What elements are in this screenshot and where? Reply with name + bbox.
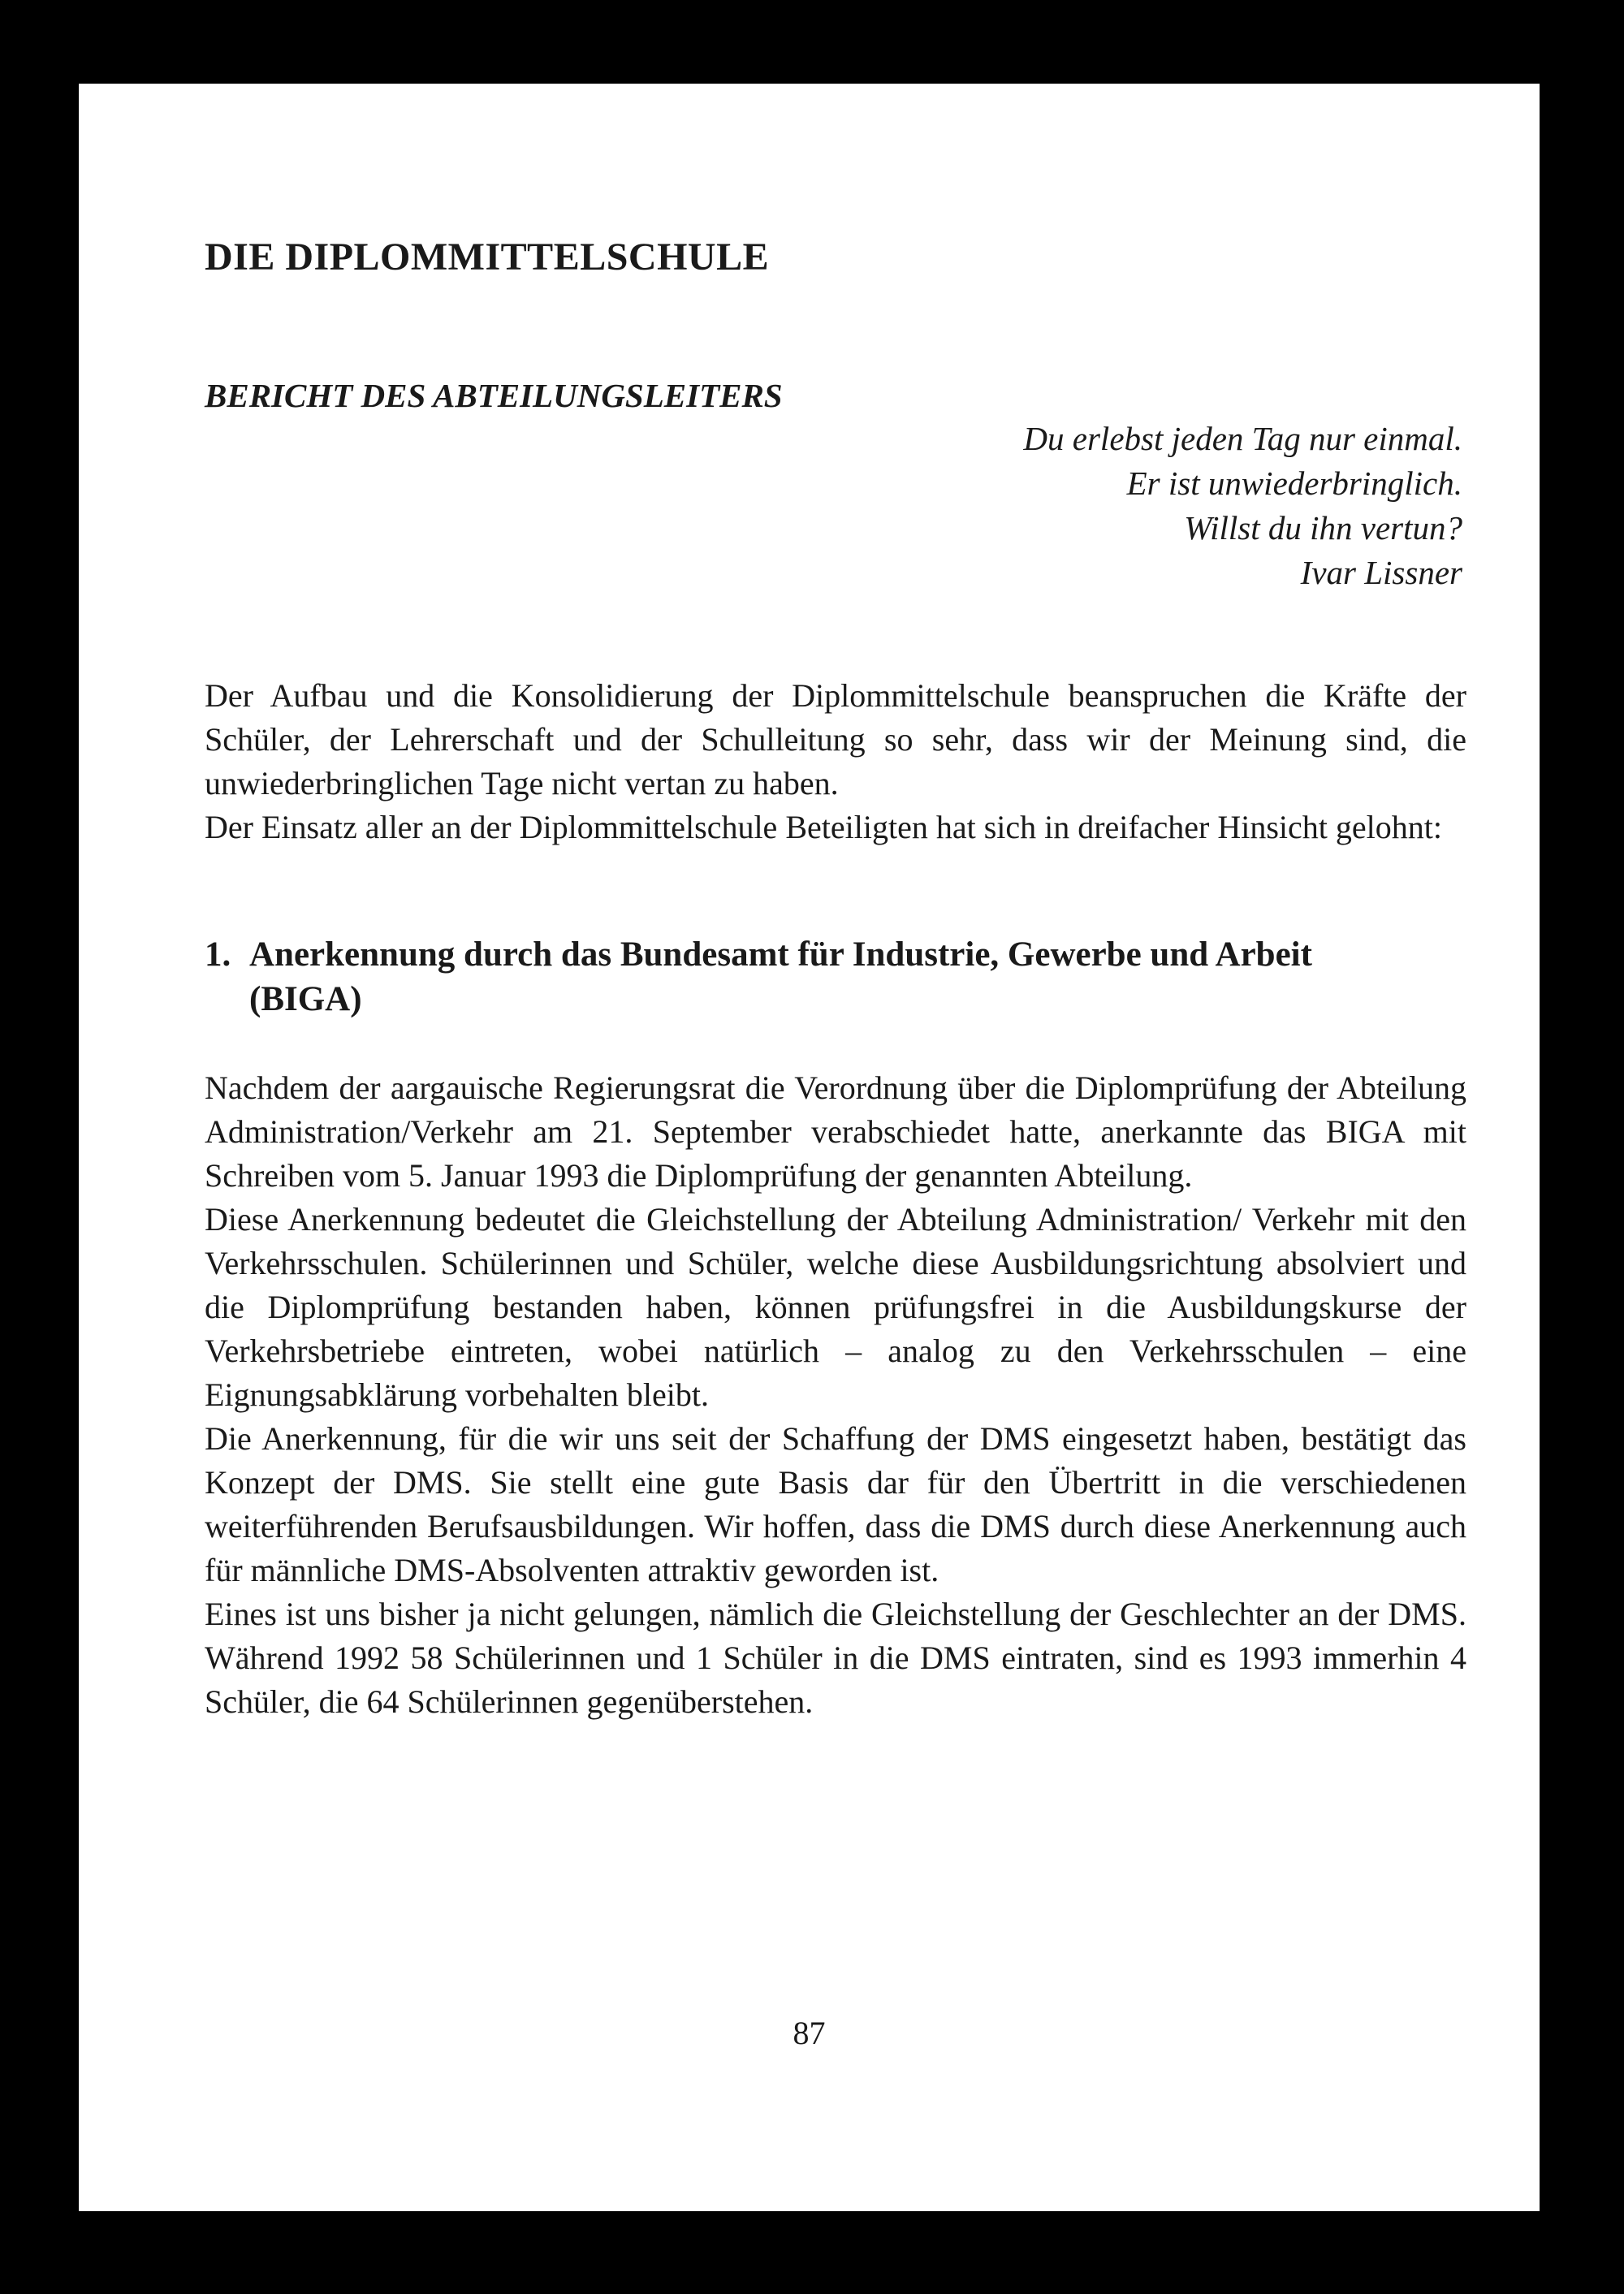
section-heading-line1: Anerkennung durch das Bundesamt für Industrie, Gewerbe und Arbeit	[249, 935, 1312, 974]
epigraph-author: Ivar Lissner	[1300, 554, 1462, 591]
intro-paragraph: Der Einsatz aller an der Diplommittelschule Beteiligten hat sich in dreifacher Hinsicht gelohnt:	[205, 809, 1442, 845]
epigraph-line: Willst du ihn vertun?	[1184, 509, 1462, 546]
epigraph-line: Er ist unwiederbringlich.	[1126, 464, 1462, 502]
body-paragraph: Diese Anerkennung bedeutet die Gleichstellung der Abteilung Administration/ Verkehr mit den Verkehrsschulen. Schülerinnen und Schüler, welche diese Ausbildungsrichtung absolviert und die Diplomprüfung bestanden haben, können prüfungsfrei in die Ausbildungskurse der Verkehrsbetriebe eintreten, wobei natürlich – analog zu den Verkehrsschulen – eine Eignungsabklärung vorbehalten bleibt.	[205, 1201, 1466, 1413]
section-heading-line2: (BIGA)	[249, 980, 362, 1018]
section-body	[205, 1066, 1466, 1724]
section-heading	[205, 932, 1466, 1022]
page-title: DIE DIPLOMMITTELSCHULE	[205, 235, 770, 279]
document-page	[79, 84, 1540, 2211]
body-paragraph: Die Anerkennung, für die wir uns seit der Schaffung der DMS eingesetzt haben, bestätigt das Konzept der DMS. Sie stellt eine gute Basis dar für den Übertritt in die verschiedenen weiterführenden Berufsausbildungen. Wir hoffen, dass die DMS durch diese Anerkennung auch für männliche DMS-Absolventen attraktiv geworden ist.	[205, 1420, 1466, 1588]
report-subtitle: BERICHT DES ABTEILUNGSLEITERS	[205, 377, 783, 414]
body-paragraph: Nachdem der aargauische Regierungsrat die Verordnung über die Diplomprüfung der Abteilung Administration/Verkehr am 21. September verabschiedet hatte, anerkannte das BIGA mit Schreiben vom 5. Januar 1993 die Diplomprüfung der genannten Abteilung.	[205, 1069, 1466, 1194]
section-number: 1.	[205, 935, 231, 974]
intro-paragraph: Der Aufbau und die Konsolidierung der Diplommittelschule beanspruchen die Kräfte der Schüler, der Lehrerschaft und der Schulleitung so sehr, dass wir der Meinung sind, die unwiederbringlichen Tage nicht vertan zu haben.	[205, 677, 1466, 801]
body-paragraph: Eines ist uns bisher ja nicht gelungen, nämlich die Gleichstellung der Geschlechter an der DMS. Während 1992 58 Schülerinnen und 1 Schüler in die DMS eintraten, sind es 1993 immerhin 4 Schüler, die 64 Schülerinnen gegenüberstehen.	[205, 1596, 1466, 1720]
intro-text	[205, 674, 1466, 849]
epigraph	[1023, 417, 1462, 595]
page-number: 87	[793, 2015, 826, 2051]
epigraph-line: Du erlebst jeden Tag nur einmal.	[1023, 420, 1462, 457]
